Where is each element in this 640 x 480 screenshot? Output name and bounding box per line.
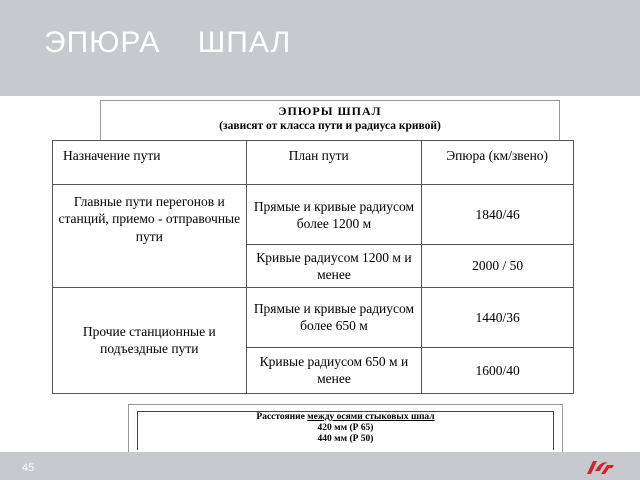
note-line-r50: 440 мм (Р 50) xyxy=(317,433,374,444)
table-row xyxy=(53,185,574,245)
table-header-row xyxy=(53,141,574,185)
note-label: Расстояние xyxy=(256,412,305,422)
column-header-plan: План пути xyxy=(246,141,422,185)
column-header-epura: Эпюра (км/звено) xyxy=(422,141,574,185)
plan-cell: Прямые и кривые радиусом более 1200 м xyxy=(246,185,422,245)
note-text xyxy=(137,411,554,450)
note-heading xyxy=(138,412,553,423)
sleeper-spacing-table xyxy=(52,140,574,394)
plan-cell: Кривые радиусом 1200 м и менее xyxy=(246,245,422,287)
epura-cell: 1600/40 xyxy=(422,347,574,393)
table-row xyxy=(53,287,574,347)
epura-cell: 2000 / 50 xyxy=(422,245,574,287)
note-label-underlined: между осями стыковых шпал xyxy=(307,412,435,422)
plan-cell: Прямые и кривые радиусом более 650 м xyxy=(246,287,422,347)
purpose-station-tracks: Прочие станционные и подъездные пути xyxy=(53,287,247,393)
slide-title: ЭПЮРА ШПАЛ xyxy=(44,26,292,59)
document-title: ЭПЮРЫ ШПАЛ xyxy=(278,104,382,118)
epura-cell: 1440/36 xyxy=(422,287,574,347)
epura-cell: 1840/46 xyxy=(422,185,574,245)
joint-sleeper-note xyxy=(128,404,563,454)
column-header-purpose: Назначение пути xyxy=(53,141,247,185)
purpose-main-tracks: Главные пути перегонов и станций, приемо - отправочные пути xyxy=(53,185,247,287)
note-line-r65: 420 мм (Р 65) xyxy=(317,422,374,433)
document-header xyxy=(100,100,560,141)
document-subtitle: (зависят от класса пути и радиуса кривой) xyxy=(219,120,441,132)
page-number: 45 xyxy=(22,462,35,474)
plan-cell: Кривые радиусом 650 м и менее xyxy=(246,347,422,393)
rzd-logo-icon xyxy=(584,458,616,476)
footer-band xyxy=(0,452,640,480)
